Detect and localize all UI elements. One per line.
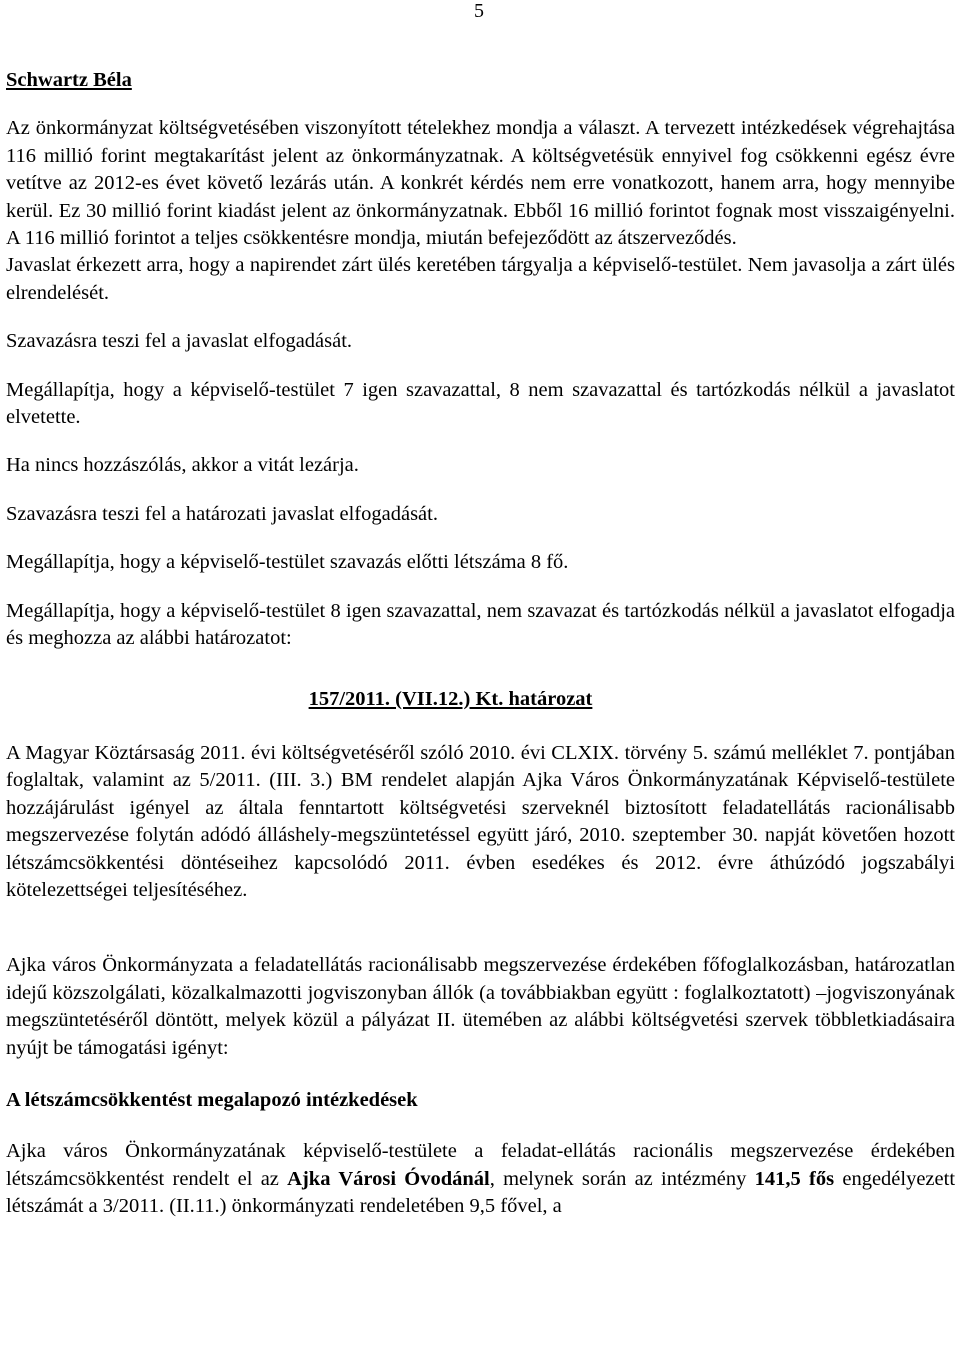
text-run: , melynek során az intézmény bbox=[489, 1167, 755, 1190]
paragraph-vote-call-1: Szavazásra teszi fel a javaslat elfogadását. bbox=[6, 330, 353, 353]
institution-name: Ajka Városi Óvodánál bbox=[287, 1167, 490, 1190]
speaker-name: Schwartz Béla bbox=[6, 69, 132, 91]
paragraph-vote-result-2: Megállapítja, hogy a képviselő-testület 8 igen szavazattal, nem szavazat és tartózkodás nélkül a javaslatot elfogadja és meghozza az alábbi határozatot: bbox=[6, 599, 955, 650]
paragraph-vote-call-2: Szavazásra teszi fel a határozati javaslat elfogadását. bbox=[6, 502, 438, 525]
section-heading: A létszámcsökkentést megalapozó intézkedések bbox=[6, 1088, 418, 1111]
paragraph-vote-result-1: Megállapítja, hogy a képviselő-testület 7 igen szavazattal, 8 nem szavazattal és tartózkodás nélkül a javaslatot elvetette. bbox=[6, 378, 955, 429]
page-number: 5 bbox=[474, 0, 484, 22]
paragraph-decision-body: A Magyar Köztársaság 2011. évi költségvetéséről szóló 2010. évi CLXIX. törvény 5. számú melléklet 7. pontjában foglaltak, valamint az 5/2011. (III. 3.) BM rendelet alapján Ajka Város Önkormányzatának Képviselő-testülete hozzájárulást igényel az általa fenntartott költségvetési szerveknél biztosított feladatellátás racionálisabb megszervezése folytán adódó álláshely-megszüntetéssel együtt járó, 2010. szeptember 30. napját követően hozott létszámcsökkentési döntéseihez kapcsolódó 2011. évben esedékes és 2012. évre áthúzódó jogszabályi kötelezettségei teljesítéséhez. bbox=[6, 741, 955, 901]
text-run: Ajka város Önkormányzatának képviselő-testülete a feladat-ellátás racionális megszervezése érdekében létszámcsökkentést rendelt el az bbox=[6, 1140, 955, 1190]
paragraph-debate-close: Ha nincs hozzászólás, akkor a vitát lezárja. bbox=[6, 454, 359, 477]
decision-title: 157/2011. (VII.12.) Kt. határozat bbox=[308, 687, 593, 710]
paragraph-quorum: Megállapítja, hogy a képviselő-testület szavazás előtti létszáma 8 fő. bbox=[6, 551, 569, 574]
paragraph-reorganization: Ajka város Önkormányzata a feladatellátás racionálisabb megszervezése érdekében főfoglalkozásban, határozatlan idejű közszolgálati, közalkalmazotti jogviszonyban állók (a továbbiakban együtt : foglalkoztatott) –jogviszonyának megszüntetéséről döntött, melyek közül a pályázat II. ütemében az alábbi költségvetési szervek többletkiadásaira nyújt be támogatási igényt: bbox=[6, 954, 955, 1059]
text-run: engedélyezett létszámát a 3/2011. (II.11.) önkormányzati rendeletében 9,5 fővel, a bbox=[6, 1167, 956, 1218]
headcount-value: 141,5 fős bbox=[754, 1167, 835, 1190]
paragraph-answer: Az önkormányzat költségvetésében viszonyított tételekhez mondja a választ. A tervezett intézkedések végrehajtása 116 millió forint megtakarítást jelent az önkormányzatnak. A költségvetésük ennyivel fog csökkenni egész évre vetítve az 2012-es évet követő lezárás után. A konkrét kérdés nem erre vonatkozott, hanem arra, hogy mennyibe kerül. Ez 30 millió forint kiadást jelent az önkormányzatnak. Ebből 16 millió forintot fognak most visszaigényelni. A 116 millió forintot a teljes csökkentésre mondja, miután befejeződött az átszerveződés. bbox=[6, 117, 955, 250]
document-body bbox=[6, 67, 955, 1221]
paragraph-proposal: Javaslat érkezett arra, hogy a napirendet zárt ülés keretében tárgyalja a képviselő-testület. Nem javasolja a zárt ülés elrendelését. bbox=[6, 254, 955, 304]
paragraph-staff-reduction bbox=[6, 1138, 955, 1220]
